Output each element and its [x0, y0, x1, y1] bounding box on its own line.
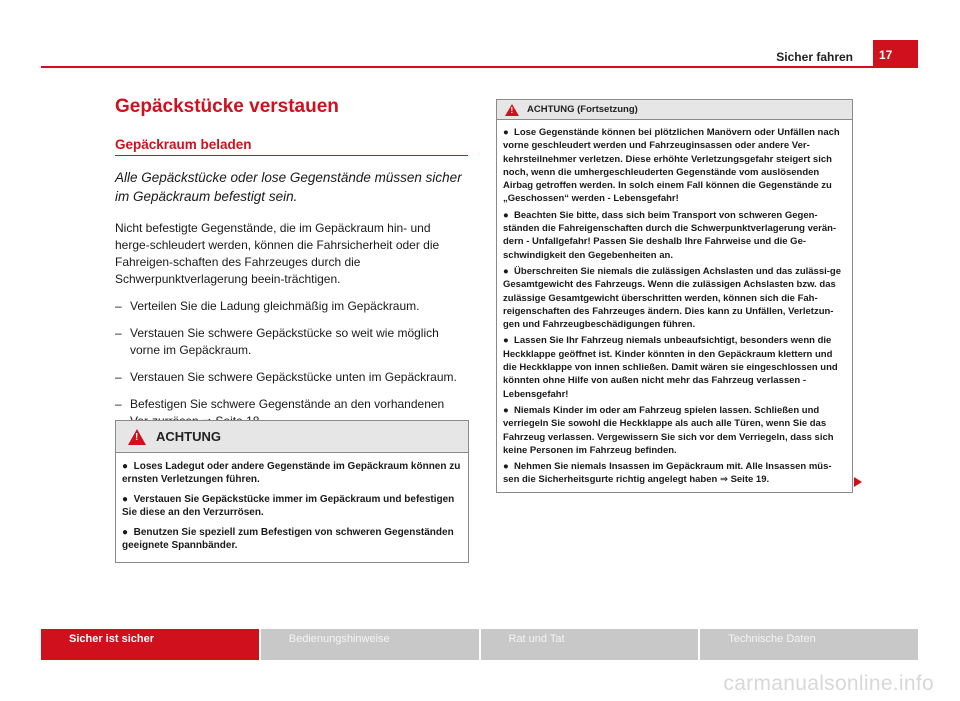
warning-box-continued — [496, 99, 853, 493]
dash-marker: – — [115, 326, 122, 340]
warning-triangle-icon: ! — [128, 429, 146, 445]
warning-header — [497, 100, 852, 120]
footer-nav — [41, 629, 918, 660]
list-item — [115, 369, 468, 386]
bullet-icon: ● — [122, 526, 129, 538]
bullet-icon: ● — [503, 404, 509, 416]
warning-header — [116, 421, 468, 453]
warning-item-text: Benutzen Sie speziell zum Befestigen von schweren Gegenständen geeignete Spannbänder. — [122, 526, 454, 552]
footer-tab-technische-daten[interactable]: Technische Daten — [700, 629, 918, 660]
warning-body — [116, 453, 468, 562]
body-paragraph: Nicht befestigte Gegenstände, die im Gepäckraum hin- und herge-schleudert werden, können die Fahrsicherheit oder die Fahreigen-schaften des Fahrzeuges durch die Schwerpunktverlagerung beein-trächtigen. — [115, 221, 440, 286]
footer-tab-sicher-ist-sicher[interactable]: Sicher ist sicher — [41, 629, 259, 660]
warning-item — [503, 334, 846, 400]
warning-body — [497, 120, 852, 492]
warning-item — [503, 265, 846, 331]
warning-item — [503, 404, 846, 457]
list-item-text: Verteilen Sie die Ladung gleichmäßig im Gepäckraum. — [130, 299, 420, 313]
bullet-icon: ● — [503, 335, 509, 347]
bullet-icon: ● — [503, 127, 509, 138]
warning-item-text: Überschreiten Sie niemals die zulässigen Achslasten und das zulässi-ge Gesamtgewicht des Fahrzeugs. Wenn die zulässigen Achslasten bzw. das zulässige Gesamtgewicht überschritten werden, können sich die Fah-reigenschaften des Fahrzeuges ändern. Dies kann zu Unfällen, Verletzun-gen und Fahrzeugbeschädigungen führen. — [503, 265, 842, 331]
bullet-icon: ● — [503, 265, 509, 277]
list-item-text: Befestigen Sie schwere Gegenstände an den vorhandenen — [130, 397, 445, 411]
warning-item-text: Loses Ladegut oder andere Gegenstände im Gepäckraum können zu ernsten Verletzungen führen. — [122, 461, 461, 486]
instruction-list — [115, 298, 468, 430]
list-item-text: Verstauen Sie schwere Gepäckstücke unten im Gepäckraum. — [130, 370, 457, 384]
bullet-icon: ● — [503, 209, 509, 221]
warning-item — [122, 460, 462, 487]
warning-item — [122, 493, 462, 520]
warning-item — [503, 460, 846, 487]
list-item-text: Verstauen Sie schwere Gepäckstücke so weit wie möglich vorne im Gepäckraum. — [130, 326, 439, 357]
footer-tab-bedienungshinweise[interactable]: Bedienungshinweise — [261, 629, 479, 660]
warning-item-text: Lassen Sie Ihr Fahrzeug niemals unbeaufsichtigt, besonders wenn die Heckklappe geöffnet ist. Kinder könnten in den Gepäckraum klettern und die Heckklappe von innen schließen. Damit wären sie eingeschlossen und könnten ohne Hilfe von außen nicht mehr das Fahrzeug verlassen - Lebensgefahr! — [503, 335, 838, 400]
warning-item — [503, 209, 846, 262]
section-subtitle: Gepäckraum beladen — [115, 137, 468, 156]
list-item — [115, 298, 468, 315]
dash-marker: – — [115, 397, 122, 411]
warning-item-text: Verstauen Sie Gepäckstücke immer im Gepäckraum und befestigen Sie diese an den Verzurrösen. — [122, 493, 455, 519]
page-number-badge: 17 — [873, 40, 918, 67]
running-header-title: Sicher fahren — [776, 50, 853, 64]
warning-box — [115, 420, 469, 563]
warning-item-text: Lose Gegenstände können bei plötzlichen Manövern oder Unfällen nach vorne geschleudert werden und Fahrzeuginsassen oder andere Ver-kehrsteilnehmer verletzen. Diese erhöhte Verletzungsgefahr steigert sich noch, wenn die umhergeschleuderten Gegenstände vom auslösenden Airbag getroffen werden. In solch einem Fall können die Gegenstände zu „Geschossen“ werden - Lebensgefahr! — [503, 127, 840, 205]
footer-tab-rat-und-tat[interactable]: Rat und Tat — [481, 629, 699, 660]
dash-marker: – — [115, 299, 122, 313]
warning-label: ACHTUNG (Fortsetzung) — [527, 104, 638, 115]
warning-triangle-icon: ! — [505, 104, 519, 116]
bullet-icon: ● — [122, 493, 129, 505]
warning-item-text: Beachten Sie bitte, dass sich beim Transport von schweren Gegen-ständen die Fahreigenschaften durch die Schwerpunktverlagerung verän-dern - Unfallgefahr! Passen Sie deshalb Ihre Fahrweise und die Ge-schwindigkeit den Gegebenheiten an. — [503, 209, 837, 261]
watermark: carmanualsonline.info — [723, 672, 934, 695]
left-column — [115, 96, 468, 430]
warning-label: ACHTUNG — [156, 429, 221, 444]
warning-item-text: Niemals Kinder im oder am Fahrzeug spielen lassen. Schließen und verriegeln Sie sowohl die Heckklappe als auch alle Türen, wenn Sie das Fahrzeug verlassen. Vergewissern Sie sich vor dem Verriegeln, dass sich keine Personen im Fahrzeug befinden. — [503, 404, 834, 456]
page-title: Gepäckstücke verstauen — [115, 96, 339, 117]
bullet-icon: ● — [122, 461, 129, 472]
bullet-icon: ● — [503, 461, 509, 473]
lead-paragraph: Alle Gepäckstücke oder lose Gegenstände müssen sicher im Gepäckraum befestigt sein. — [115, 170, 462, 204]
warning-item — [503, 126, 846, 206]
list-item — [115, 325, 468, 359]
warning-item-text: Nehmen Sie niemals Insassen im Gepäckraum mit. Alle Insassen müs-sen die Sicherheitsgurte richtig angelegt haben ⇒ Seite 19. — [503, 461, 832, 486]
dash-marker: – — [115, 370, 122, 384]
warning-item — [122, 526, 462, 553]
continue-arrow-icon — [854, 477, 862, 487]
header-rule — [41, 66, 918, 68]
